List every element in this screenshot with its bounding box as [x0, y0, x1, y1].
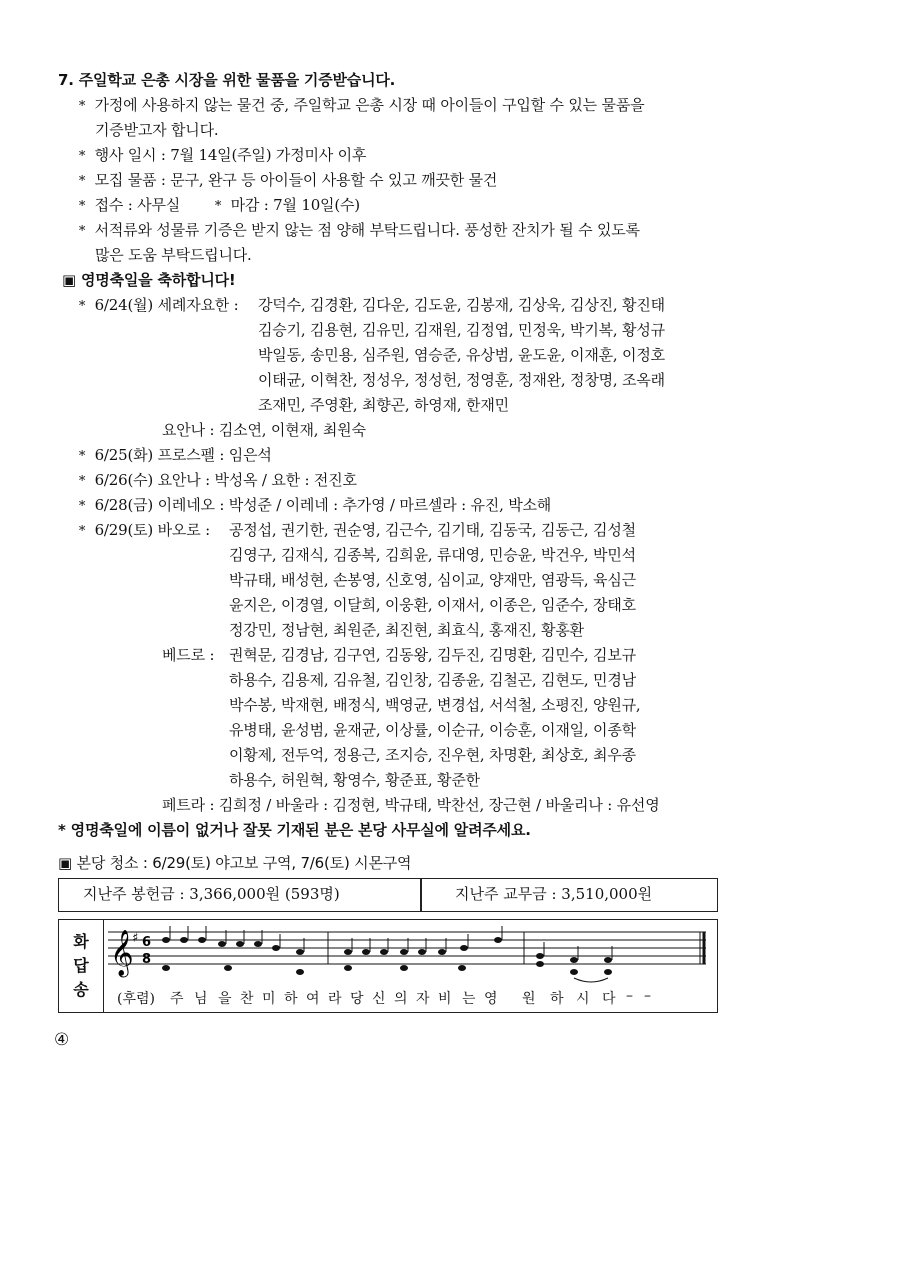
note-head [344, 949, 352, 955]
music-staff [104, 924, 716, 986]
lyric-syllable: 주 [170, 991, 184, 1007]
note-head [570, 957, 578, 963]
section7-item-cont: 기증받고자 합니다. [95, 121, 219, 139]
note-head [536, 961, 544, 967]
note-head [400, 949, 408, 955]
psalm-side-label: 화 답 송 [59, 920, 104, 1012]
lyric-syllable: – [644, 988, 651, 1004]
feast-entry-625: * 6/25(화) 프로스펠 : 임은석 [78, 446, 272, 464]
lyric-syllable: 라 [328, 991, 342, 1007]
note-head [362, 949, 370, 955]
cleaning-notice: ▣ 본당 청소 : 6/29(토) 야고보 구역, 7/6(토) 시몬구역 [58, 854, 412, 872]
time-signature-bottom: 8 [142, 952, 152, 967]
note-head [536, 953, 544, 959]
feast-title: ▣ 영명축일을 축하합니다! [62, 271, 236, 289]
section7-item: * 마감 : 7월 10일(수) [214, 196, 360, 214]
lyric-syllable: 당 [350, 991, 364, 1007]
lyric-syllable: 다 [602, 991, 616, 1007]
note-head [344, 965, 352, 971]
names-line: 요안나 : 김소연, 이현재, 최원숙 [162, 421, 366, 439]
music-notes [162, 926, 612, 982]
note-head [296, 969, 304, 975]
names-line: 페트라 : 김희정 / 바울라 : 김정현, 박규태, 박찬선, 장근현 / 바울리나 : 유선영 [162, 796, 660, 814]
key-signature-sharp-icon: ♯ [132, 931, 139, 946]
note-head [570, 969, 578, 975]
names-line: 김승기, 김용현, 김유민, 김재원, 김정엽, 민정욱, 박기복, 황성규 [258, 321, 665, 339]
lyric-syllable: 미 [262, 991, 276, 1007]
section7-item: * 가정에 사용하지 않는 물건 중, 주일학교 은총 시장 때 아이들이 구입할 수 있는 물품을 [78, 96, 645, 114]
names-line: 윤지은, 이경열, 이달희, 이웅환, 이재서, 이종은, 임준수, 장태호 [229, 596, 636, 614]
offering-box [58, 878, 718, 912]
note-head [460, 945, 468, 951]
lyric-syllable: 님 [194, 991, 208, 1007]
note-head [604, 969, 612, 975]
tie [574, 978, 608, 982]
names-line: 하용수, 김용제, 김유철, 김인창, 김종윤, 김철곤, 김현도, 민경남 [229, 671, 636, 689]
names-line: 이황제, 전두억, 정용근, 조지승, 진우현, 차명환, 최상호, 최우종 [229, 746, 636, 764]
lyric-syllable: 여 [306, 991, 320, 1007]
section7-item-cont: 많은 도움 부탁드립니다. [95, 246, 252, 264]
feast-note: * 영명축일에 이름이 없거나 잘못 기재된 분은 본당 사무실에 알려주세요. [58, 821, 531, 839]
note-head [224, 965, 232, 971]
lyric-syllable: 시 [576, 991, 590, 1007]
names-line: 김영구, 김재식, 김종복, 김희윤, 류대영, 민승윤, 박건우, 박민석 [229, 546, 636, 564]
time-signature-top: 6 [142, 935, 152, 950]
names-line: 이태균, 이혁찬, 정성우, 정성헌, 정영훈, 정재완, 정창명, 조옥래 [258, 371, 665, 389]
note-head [162, 937, 170, 943]
note-head [604, 957, 612, 963]
feast-entry-629: * 6/29(토) 바오로 : [78, 521, 210, 539]
lyric-syllable: 자 [416, 991, 430, 1007]
names-line: 박수봉, 박재현, 배정식, 백영균, 변경섭, 서석철, 소평진, 양원규, [229, 696, 641, 714]
offering-right: 지난주 교무금 : 3,510,000원 [420, 878, 718, 912]
section7-title: 7. 주일학교 은총 시장을 위한 물품을 기증받습니다. [58, 71, 396, 89]
lyric-syllable: 하 [550, 991, 564, 1007]
feast-entry-626: * 6/26(수) 요안나 : 박성옥 / 요한 : 전진호 [78, 471, 357, 489]
note-head [296, 949, 304, 955]
note-head [236, 941, 244, 947]
section7-item: * 모집 물품 : 문구, 완구 등 아이들이 사용할 수 있고 깨끗한 물건 [78, 171, 498, 189]
note-head [418, 949, 426, 955]
feast-entry-628: * 6/28(금) 이레네오 : 박성준 / 이레네 : 추가영 / 마르셀라 : 유진, 박소해 [78, 496, 552, 514]
feast-entry-624: * 6/24(월) 세례자요한 : [78, 296, 239, 314]
peter-head: 베드로 : [162, 646, 215, 664]
treble-clef-icon: 𝄞 [110, 930, 134, 976]
note-head [458, 965, 466, 971]
names-line: 박규태, 배성현, 손봉영, 신호영, 심이교, 양재만, 염광득, 육심근 [229, 571, 636, 589]
note-head [198, 937, 206, 943]
lyric-syllable: 비 [438, 991, 452, 1007]
section7-item: * 접수 : 사무실 [78, 196, 181, 214]
lyric-syllable: 는 [462, 991, 476, 1007]
names-line: 조재민, 주영환, 최향곤, 하영재, 한재민 [258, 396, 509, 414]
note-head [438, 949, 446, 955]
note-head [272, 945, 280, 951]
section7-item: * 행사 일시 : 7월 14일(주일) 가정미사 이후 [78, 146, 367, 164]
lyric-syllable: 원 [522, 991, 536, 1007]
names-line: 권혁문, 김경남, 김구연, 김동왕, 김두진, 김명환, 김민수, 김보규 [229, 646, 636, 664]
note-head [400, 965, 408, 971]
page-number: ④ [54, 1030, 70, 1050]
names-line: 박일동, 송민용, 심주원, 염승준, 유상범, 윤도윤, 이재훈, 이정호 [258, 346, 665, 364]
refrain-label: (후렴) [117, 991, 155, 1007]
names-line: 강덕수, 김경환, 김다운, 김도윤, 김봉재, 김상욱, 김상진, 황진태 [258, 296, 665, 314]
names-line: 정강민, 정남현, 최원준, 최진현, 최효식, 홍재진, 황홍환 [229, 621, 584, 639]
note-head [180, 937, 188, 943]
note-head [494, 937, 502, 943]
names-line: 유병태, 윤성범, 윤재균, 이상률, 이순규, 이승훈, 이재일, 이종학 [229, 721, 636, 739]
offering-left: 지난주 봉헌금 : 3,366,000원 (593명) [58, 878, 422, 912]
lyric-syllable: – [626, 988, 633, 1004]
lyric-syllable: 신 [372, 991, 386, 1007]
lyric-syllable: 영 [484, 991, 498, 1007]
names-line: 공정섭, 권기한, 권순영, 김근수, 김기태, 김동국, 김동근, 김성철 [229, 521, 636, 539]
note-head [218, 941, 226, 947]
lyric-syllable: 을 [218, 991, 232, 1007]
note-head [380, 949, 388, 955]
note-head [254, 941, 262, 947]
names-line: 하용수, 허원혁, 황영수, 황준표, 황준한 [229, 771, 480, 789]
note-head [162, 965, 170, 971]
lyric-syllable: 찬 [240, 991, 254, 1007]
lyric-syllable: 의 [394, 991, 408, 1007]
lyric-syllable: 하 [284, 991, 298, 1007]
section7-item: * 서적류와 성물류 기증은 받지 않는 점 양해 부탁드립니다. 풍성한 잔치가 될 수 있도록 [78, 221, 640, 239]
